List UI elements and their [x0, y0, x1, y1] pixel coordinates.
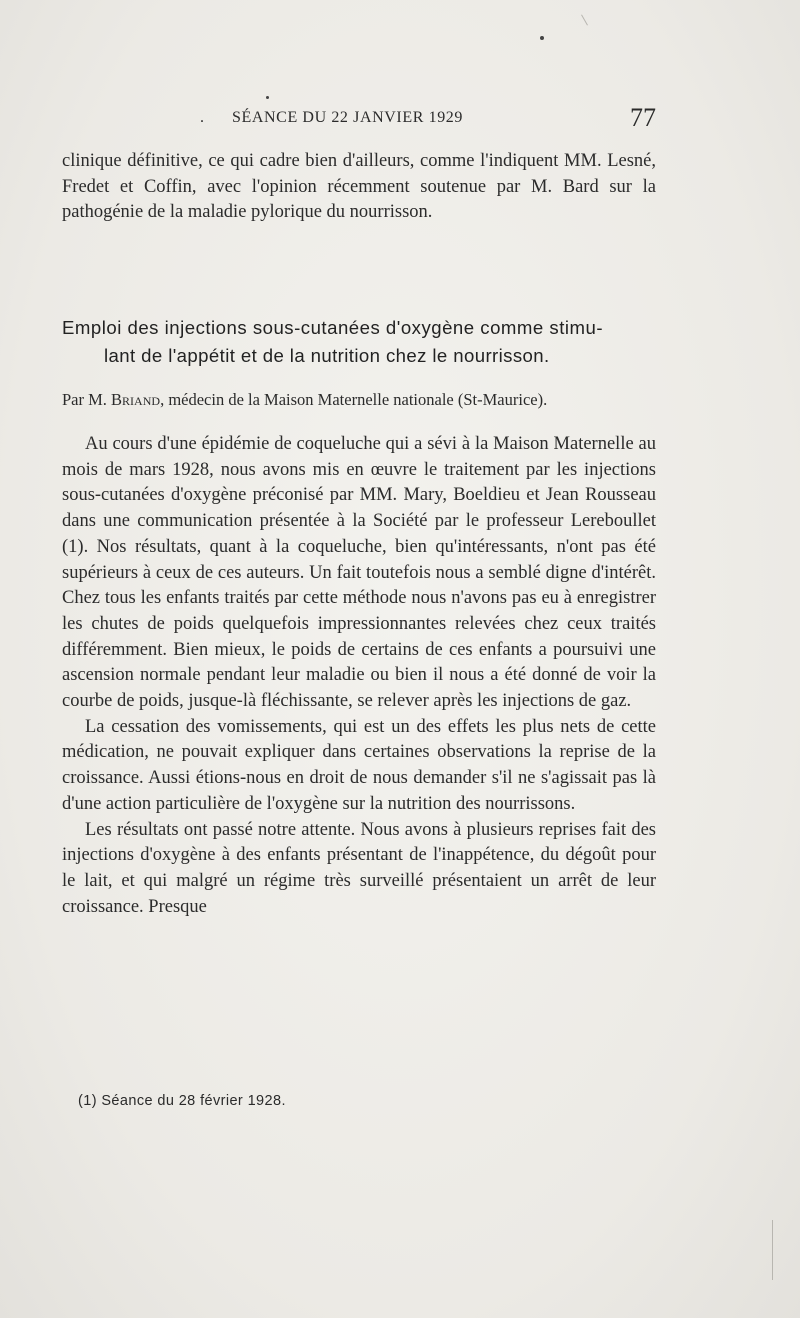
footnote: (1) Séance du 28 février 1928.: [78, 1093, 286, 1109]
page-number: 77: [630, 103, 656, 132]
running-header: [62, 103, 656, 135]
intro-paragraph-block: [62, 149, 656, 226]
author-affiliation: , médecin de la Maison Maternelle nationale (St-Maurice).: [160, 390, 548, 409]
page-edge-mark: [772, 1220, 773, 1280]
author-line: [62, 390, 656, 410]
author-prefix: Par M.: [62, 390, 107, 409]
page-edge-mark: [581, 15, 588, 26]
article-body: [62, 432, 656, 920]
ink-speck: [540, 36, 544, 40]
intro-paragraph: clinique définitive, ce qui cadre bien d'ailleurs, comme l'indiquent MM. Lesné, Fredet et Coffin, avec l'opinion récemment soutenue par M. Bard sur la pathogénie de la maladie pylorique du nourrisson.: [62, 151, 656, 223]
article-title: [62, 314, 656, 370]
author-name: Briand: [111, 390, 161, 409]
body-paragraph-3: Les résultats ont passé notre attente. Nous avons à plusieurs reprises fait des injections d'oxygène à des enfants présentant de l'inappétence, du dégoût pour le lait, et qui malgré un régime très surveillé présentaient un arrêt de leur croissance. Presque: [62, 819, 656, 917]
article-title-line-2: lant de l'appétit et de la nutrition chez le nourrisson.: [104, 345, 550, 366]
body-paragraph-2: La cessation des vomissements, qui est un des effets les plus nets de cette médication, ne pouvait expliquer dans certaines observations la reprise de la croissance. Aussi étions-nous en droit de nous demander s'il ne s'agissait pas là d'une action particulière de l'oxygène sur la nutrition des nourrissons.: [62, 716, 656, 814]
body-paragraph-1: Au cours d'une épidémie de coqueluche qui a sévi à la Maison Maternelle au mois de mars 1928, nous avons mis en œuvre le traitement par les injections sous-cutanées d'oxygène préconisé par MM. Mary, Boeldieu et Jean Rousseau dans une communication présentée à la Société par le professeur Lereboullet (1). Nos résultats, quant à la coqueluche, bien qu'intéressants, n'ont pas été supérieurs à ceux de ces auteurs. Un fait toutefois nous a semblé digne d'intérêt. Chez tous les enfants traités par cette méthode nous n'avons pas eu à enregistrer les chutes de poids quelquefois impressionnantes relevées chez ceux traités différemment. Bien mieux, le poids de certains de ces enfants a poursuivi une ascension normale pendant leur maladie ou bien il nous a été donné de voir la courbe de poids, jusque-là fléchissante, se relever après les injections de gaz.: [62, 434, 656, 712]
article-title-line-1: Emploi des injections sous-cutanées d'oxygène comme stimu-: [62, 317, 604, 338]
running-title: SÉANCE DU 22 JANVIER 1929: [232, 109, 463, 126]
ink-speck: [266, 96, 269, 99]
header-dot: .: [200, 109, 204, 126]
